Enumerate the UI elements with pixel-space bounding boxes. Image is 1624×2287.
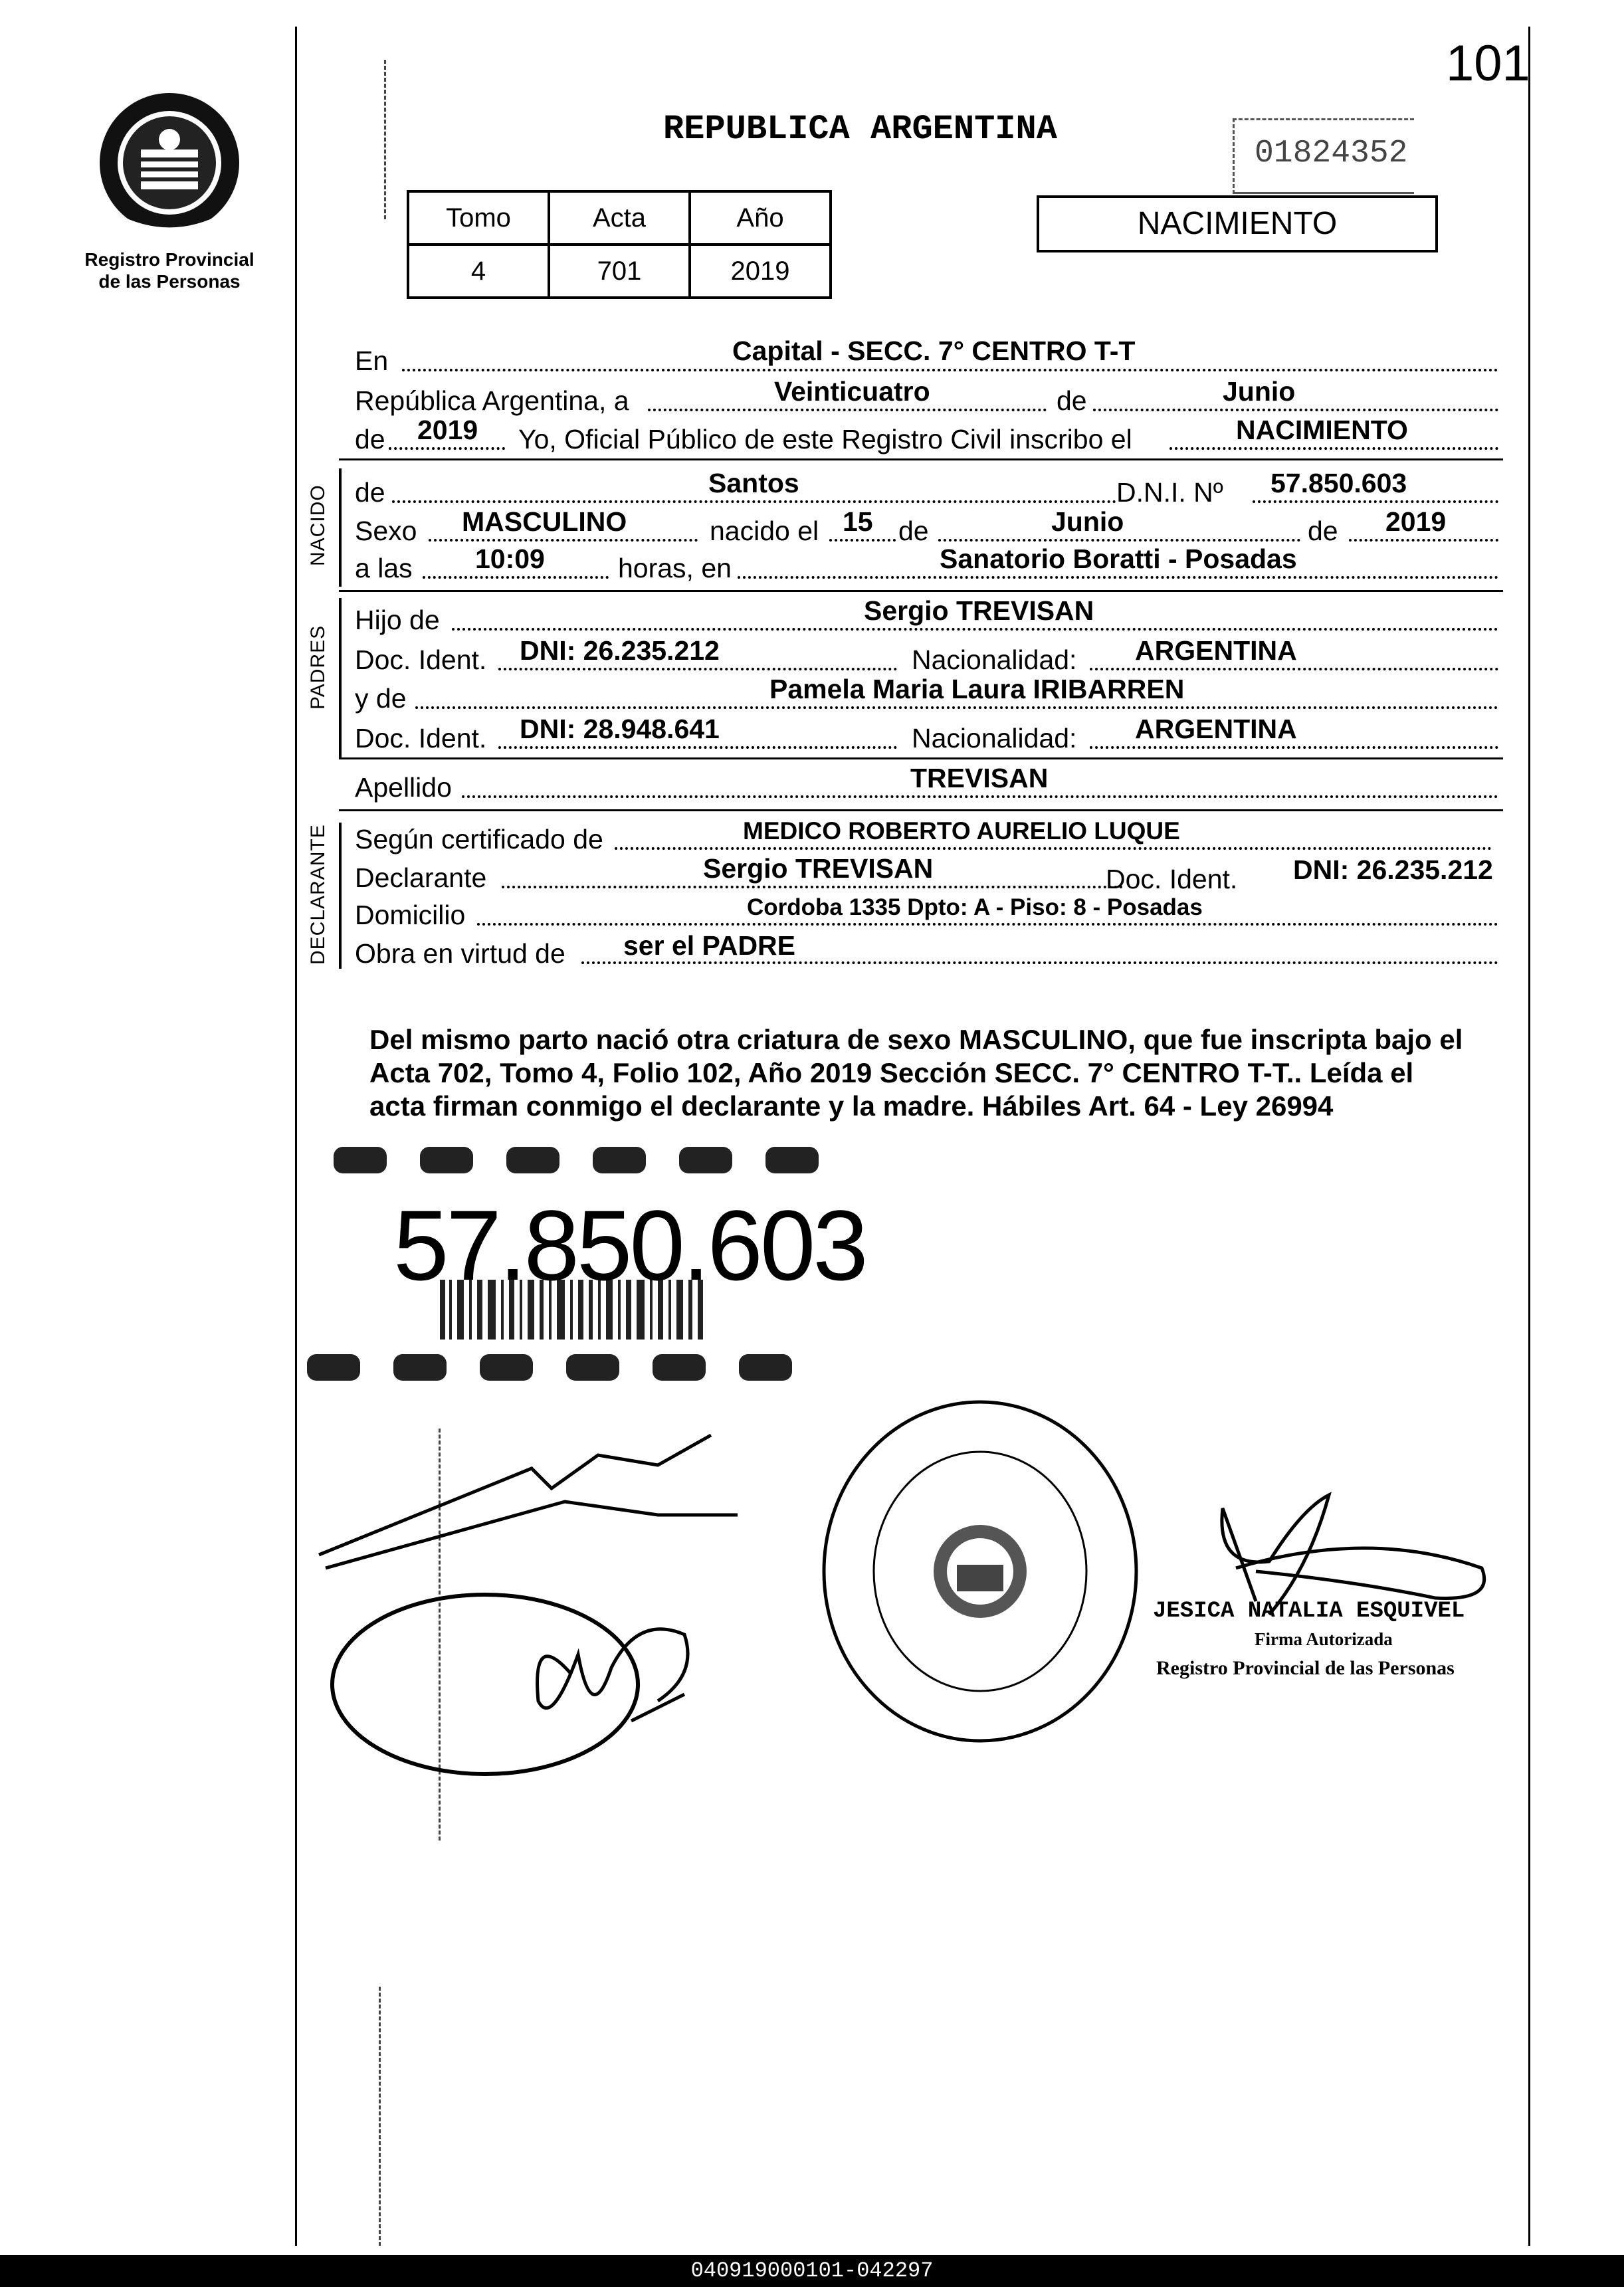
mes-dots [1093,409,1498,411]
nacido-mes: Junio [1051,506,1124,537]
padre-nombre: Sergio TREVISAN [864,595,1094,626]
left-margin-line [295,27,297,2246]
dia-nac-dots [829,539,896,542]
logo-caption-line2: de las Personas [98,271,241,292]
signer-name: JESICA NATALIA ESQUIVEL [1153,1599,1465,1624]
segun-dots [615,847,1492,850]
dia-value: Veinticuatro [774,376,930,407]
acta-table [407,190,832,299]
acta-table-value-tomo: 4 [408,245,549,298]
yo-text: Yo, Oficial Público de este Registro Civil inscribo el [518,424,1132,454]
nombre-dots [392,500,1116,503]
dni-dots [1253,500,1498,503]
sticker-number: 57.850.603 [393,1189,866,1301]
declarant-signature [312,1415,791,1787]
apellido-value: TREVISAN [910,763,1049,793]
segun-value: MEDICO ROBERTO AURELIO LUQUE [743,817,1180,845]
security-sticker [307,1128,895,1384]
record-type-box [1037,195,1438,252]
padre-dots [452,628,1498,631]
padres-divider [339,757,1503,759]
en-label: En [355,346,389,376]
madre-doc-label: Doc. Ident. [355,723,487,753]
nacido-dni: 57.850.603 [1270,468,1407,498]
dashed-guide-bottom [379,1987,381,2246]
nacido-anio: 2019 [1385,506,1447,537]
domicilio-value: Cordoba 1335 Dpto: A - Piso: 8 - Posadas [747,894,1203,920]
nacido-de-label: de [355,477,385,508]
document-title: REPUBLICA ARGENTINA [663,110,1057,149]
madre-nac-label: Nacionalidad: [912,723,1077,753]
intro-divider [339,458,1503,460]
declarante-dots [502,886,1123,888]
segun-label: Según certificado de [355,824,603,854]
nacido-bracket [339,468,342,587]
right-margin-line [1528,27,1530,2246]
padre-nac-dots [1090,668,1498,670]
record-type: NACIMIENTO [1137,206,1338,241]
seal-bottom-text [814,1395,815,1396]
padre-doc-dots [498,668,897,670]
logo-caption-line1: Registro Provincial [84,249,254,270]
mes-value: Junio [1223,376,1296,407]
serial-number: 01824352 [1255,136,1408,171]
declarante-value: Sergio TREVISAN [703,853,934,884]
padre-nac-label: Nacionalidad: [912,645,1077,675]
inscribe-dots [1169,447,1498,450]
hora-dots [423,576,609,579]
nacido-dia: 15 [843,506,873,537]
province-logo [93,86,246,239]
dia-dots [648,409,1047,411]
madre-doc-dots [498,746,897,749]
horas-en-label: horas, en [618,553,732,583]
nacido-el-label: nacido el [710,516,819,546]
padres-bracket [339,598,342,757]
logo-ring-text [93,86,94,87]
lugar-dots [738,576,1498,579]
signer-office: Registro Provincial de las Personas [1156,1657,1455,1679]
inscribe-value: NACIMIENTO [1236,415,1408,445]
signer-role: Firma Autorizada [1255,1629,1393,1649]
en-value: Capital - SECC. 7° CENTRO T-T [732,336,1136,366]
acta-table-value-acta: 701 [549,245,690,298]
padre-doc-label: Doc. Ident. [355,645,487,675]
mes-de-label: de [1057,385,1087,416]
madre-nombre: Pamela Maria Laura IRIBARREN [769,674,1185,704]
obra-value: ser el PADRE [623,930,796,961]
sexo-label: Sexo [355,516,417,546]
anio-dots [389,447,505,450]
acta-table-value-anio: 2019 [690,245,831,298]
official-seal [814,1395,1146,1747]
en-dots [402,369,1498,371]
anio-de-label: de [355,424,385,454]
y-de-label: y de [355,683,407,714]
declarante-side-label: DECLARANTE [307,824,329,965]
obra-dots [581,961,1498,964]
anio-nac-dots [1349,539,1498,542]
nacido-de-label2: de [898,516,929,546]
declarante-bracket [339,823,342,969]
mes-nac-dots [938,539,1300,542]
apellido-label: Apellido [355,772,452,803]
anio-value: 2019 [417,415,478,445]
nacido-hora: 10:09 [475,544,545,574]
madre-doc: DNI: 28.948.641 [520,714,720,744]
padre-nacionalidad: ARGENTINA [1135,635,1297,666]
nacido-lugar: Sanatorio Boratti - Posadas [940,544,1297,574]
madre-dots [415,706,1498,709]
alas-label: a las [355,553,413,583]
nacido-side-label: NACIDO [307,484,329,566]
sexo-dots [429,539,698,542]
apellido-divider [339,809,1503,811]
acta-table-header-anio: Año [690,191,831,245]
nacido-sexo: MASCULINO [462,506,627,537]
declarante-doc: DNI: 26.235.212 [1293,854,1493,885]
nacido-de-label3: de [1308,516,1338,546]
republica-label: República Argentina, a [355,385,629,416]
obra-label: Obra en virtud de [355,938,565,969]
nacido-nombre: Santos [708,468,799,498]
hijo-de-label: Hijo de [355,605,440,635]
declarante-label: Declarante [355,862,487,893]
apellido-dots [462,795,1498,798]
padre-doc: DNI: 26.235.212 [520,635,720,666]
madre-nac-dots [1090,746,1498,749]
nacido-divider [339,590,1503,592]
dashed-guide-top [384,60,386,219]
notes-line-2: Acta 702, Tomo 4, Folio 102, Año 2019 Sección SECC. 7° CENTRO T-T.. Leída el [369,1057,1414,1088]
domicilio-label: Domicilio [355,900,466,930]
padres-side-label: PADRES [307,625,329,710]
madre-nacionalidad: ARGENTINA [1135,714,1297,744]
notes-line-3: acta firman conmigo el declarante y la madre. Hábiles Art. 64 - Ley 26994 [369,1090,1334,1122]
footer-code: 040919000101-042297 [0,2255,1624,2287]
declarante-doc-label: Doc. Ident. [1106,864,1238,894]
notes-line-1: Del mismo parto nació otra criatura de sexo MASCULINO, que fue inscripta bajo el [369,1024,1463,1055]
acta-table-header-acta: Acta [549,191,690,245]
acta-table-header-tomo: Tomo [408,191,549,245]
page-number: 101 [1446,35,1530,92]
dni-label: D.N.I. Nº [1116,477,1223,508]
domicilio-dots [477,923,1498,926]
